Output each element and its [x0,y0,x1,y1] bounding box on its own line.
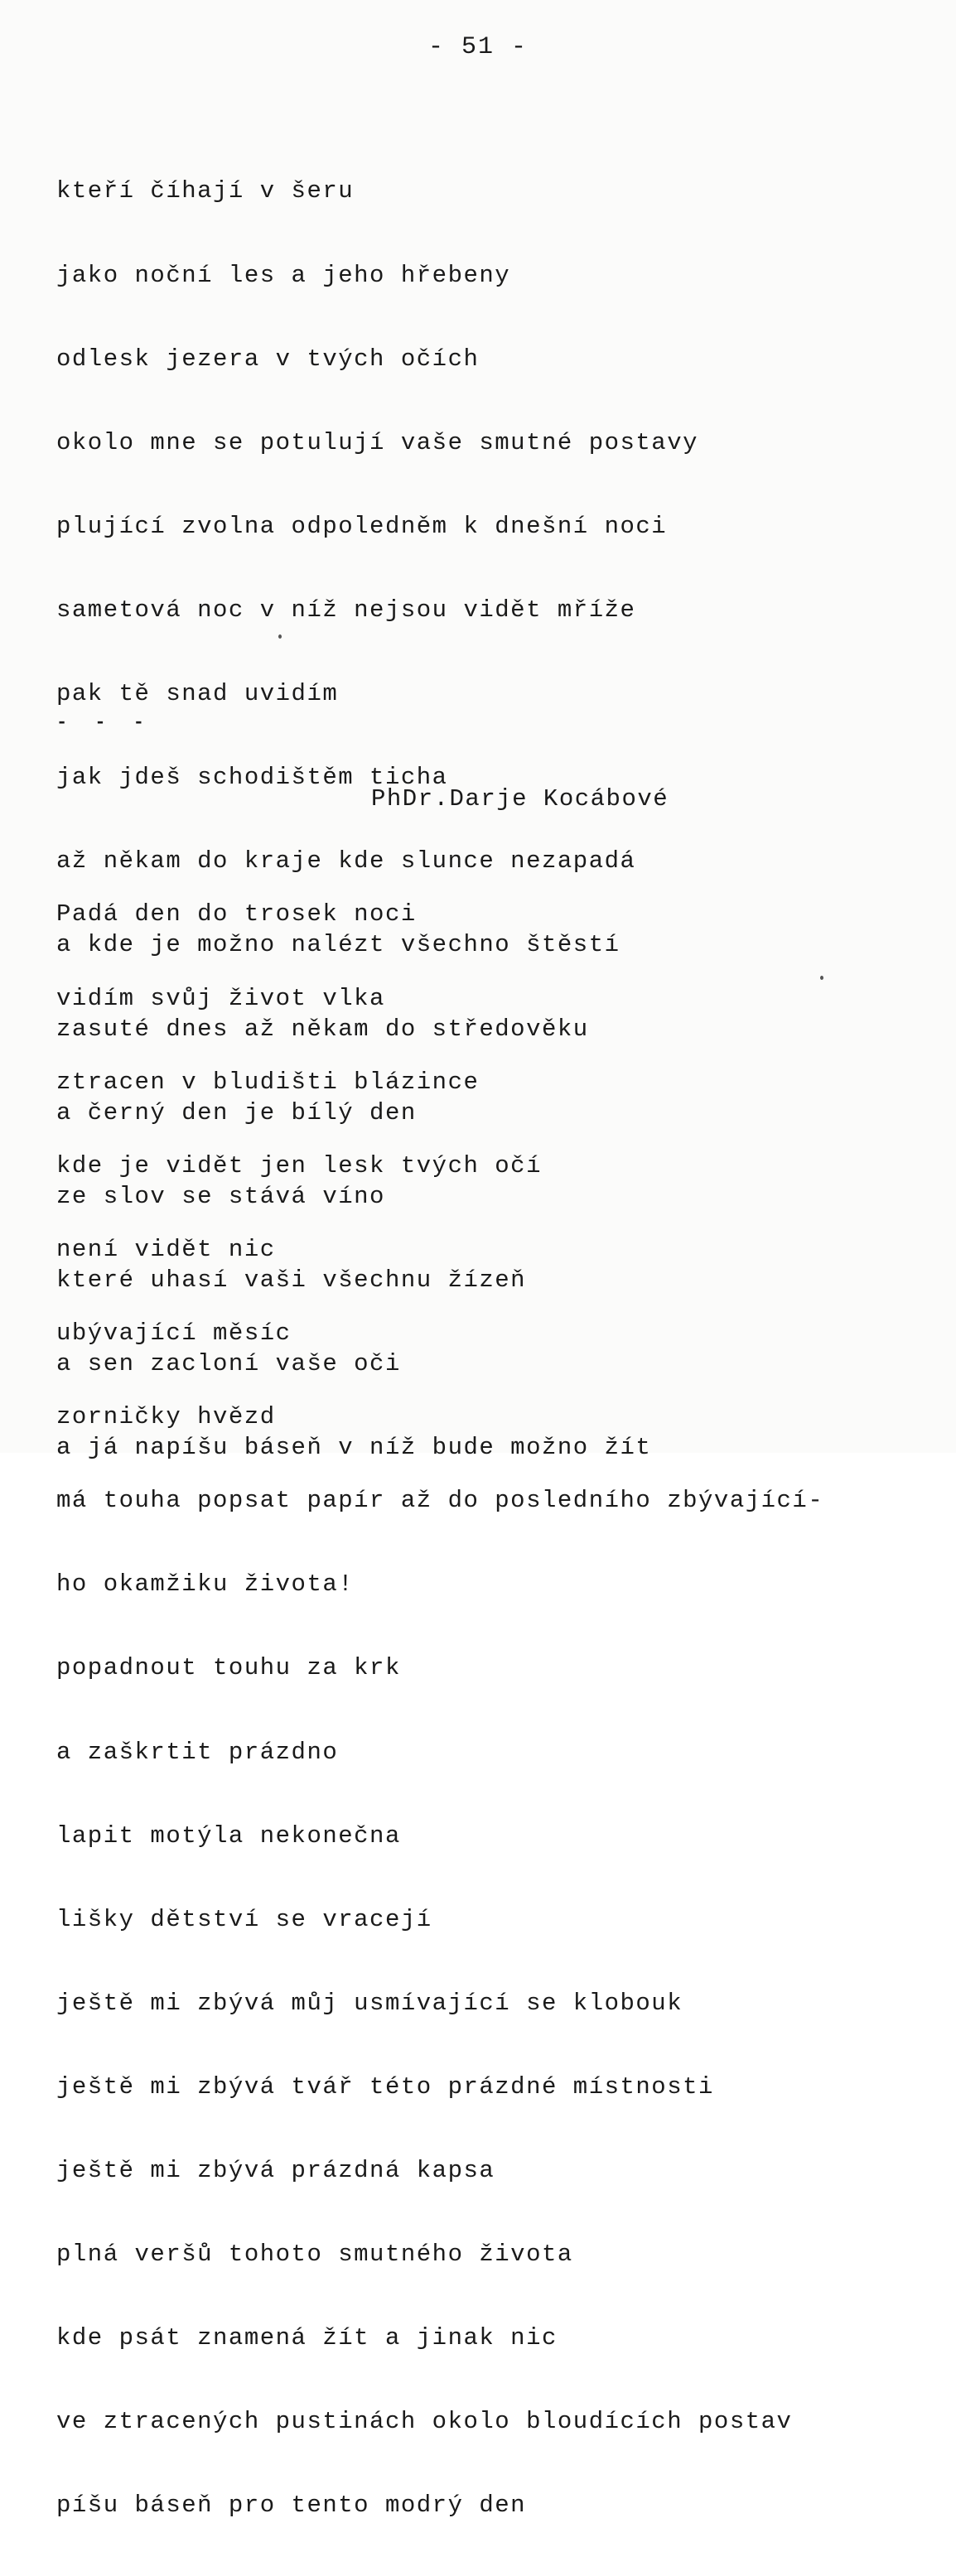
poem-line: ještě mi zbývá tvář této prázdné místnosti [56,2072,714,2101]
poem-line: vidím svůj život vlka [56,984,385,1012]
poem-line: kteří číhají v šeru [56,177,355,205]
poem-line: ve ztracených pustinách okolo bloudících postav [56,2408,793,2436]
poem-line: sametová noc v níž nejsou vidět mříže [56,596,636,624]
poem-line: kde je vidět jen lesk tvých očí [56,1151,542,1179]
poem-line: ze slov se stává víno [56,1182,385,1210]
poem-line: ubývající měsíc [56,1319,292,1347]
poem-line: zorničky hvězd [56,1403,276,1431]
poem-line: ještě mi zbývá můj usmívající se klobouk [56,1989,683,2017]
poem-line: až někam do kraje kde slunce nezapadá [56,847,636,876]
dedication: PhDr.Darje Kocábové [371,785,669,813]
poem-line: plující zvolna odpoledněm k dnešní noci [56,512,668,540]
section-separator: - - - [56,712,153,733]
poem-line: odlesk jezera v tvých očích [56,345,480,373]
poem-line: a kde je možno nalézt všechno štěstí [56,931,620,959]
poem-line: které uhasí vaši všechnu žízeň [56,1266,527,1294]
poem-line: ještě mi zbývá prázdná kapsa [56,2157,495,2185]
poem-line: a zaškrtit prázdno [56,1738,339,1766]
poem-line: má touha popsat papír až do posledního zbývající- [56,1487,824,1515]
poem-line: píšu báseň pro tento modrý den [56,2492,527,2520]
poem-line: a já napíšu báseň v níž bude možno žít [56,1434,652,1462]
poem-line: zasuté dnes až někam do středověku [56,1015,589,1043]
poem-line: a černý den je bílý den [56,1098,417,1126]
poem-line: a sen zacloní vaše oči [56,1349,401,1377]
poem-line: okolo mne se potulují vaše smutné postavy [56,428,699,456]
poem-line: lapit motýla nekonečna [56,1821,401,1850]
poem-line: ho okamžiku života! [56,1570,355,1599]
ink-speck [278,634,282,639]
page-number: - 51 - [427,33,529,61]
poem-line: plná veršů tohoto smutného života [56,2241,573,2269]
poem-line: jako noční les a jeho hřebeny [56,261,511,289]
poem-line: popadnout touhu za krk [56,1654,401,1682]
poem-line: ztracen v bludišti blázince [56,1068,480,1096]
poem-second [56,845,823,2576]
poem-line: Padá den do trosek noci [56,900,417,929]
poem-line: kde psát znamená žít a jinak nic [56,2324,558,2352]
poem-line: lišky dětství se vracejí [56,1905,432,1933]
poem-line: pak tě snad uvidím [56,680,339,708]
poem-line: jak jdeš schodištěm ticha [56,764,448,792]
poem-line: není vidět nic [56,1235,276,1263]
